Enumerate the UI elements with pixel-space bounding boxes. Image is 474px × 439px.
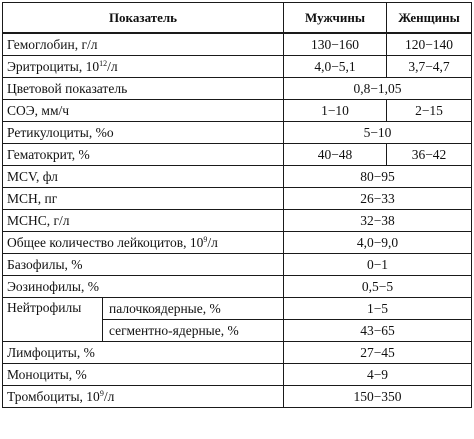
value-common: 27−45 — [284, 342, 472, 364]
table-header-row — [3, 3, 472, 34]
row-label: Моноциты, % — [3, 364, 284, 386]
value-men: 40−48 — [284, 144, 387, 166]
label-text: Тромбоциты, 10 — [7, 388, 100, 404]
table-row — [3, 33, 472, 56]
table-row — [3, 232, 472, 254]
sub-row-label: палочкоядерные, % — [103, 298, 284, 320]
value-common: 32−38 — [284, 210, 472, 232]
table-row — [3, 210, 472, 232]
table-row — [3, 144, 472, 166]
row-label: Гематокрит, % — [3, 144, 284, 166]
value-common: 43−65 — [284, 320, 472, 342]
row-label — [3, 56, 284, 78]
table-row — [3, 254, 472, 276]
row-label: Цветовой показатель — [3, 78, 284, 100]
reference-values-table — [2, 2, 472, 408]
value-men: 130−160 — [284, 33, 387, 56]
row-label: Эозинофилы, % — [3, 276, 284, 298]
table-row — [3, 122, 472, 144]
label-unit: /л — [107, 58, 118, 74]
row-label: Гемоглобин, г/л — [3, 33, 284, 56]
table-row — [3, 386, 472, 408]
value-common: 0,5−5 — [284, 276, 472, 298]
label-unit: /л — [207, 234, 218, 250]
table-row — [3, 298, 472, 320]
value-common: 4−9 — [284, 364, 472, 386]
value-common: 0,8−1,05 — [284, 78, 472, 100]
value-men: 1−10 — [284, 100, 387, 122]
table-row — [3, 100, 472, 122]
row-label: MCV, фл — [3, 166, 284, 188]
row-label: Ретикулоциты, %о — [3, 122, 284, 144]
row-label: МСН, пг — [3, 188, 284, 210]
row-label: СОЭ, мм/ч — [3, 100, 284, 122]
row-label: МСНС, г/л — [3, 210, 284, 232]
value-common: 80−95 — [284, 166, 472, 188]
group-label-neutrophils: Нейтрофилы — [3, 298, 103, 342]
table-row — [3, 188, 472, 210]
value-common: 150−350 — [284, 386, 472, 408]
value-men: 4,0−5,1 — [284, 56, 387, 78]
label-exponent: 12 — [99, 58, 108, 68]
table-row — [3, 78, 472, 100]
value-women: 3,7−4,7 — [387, 56, 472, 78]
table-row — [3, 276, 472, 298]
value-common: 1−5 — [284, 298, 472, 320]
value-common: 5−10 — [284, 122, 472, 144]
value-common: 4,0−9,0 — [284, 232, 472, 254]
row-label — [3, 232, 284, 254]
label-exponent: 9 — [203, 234, 208, 244]
table-row — [3, 166, 472, 188]
row-label: Базофилы, % — [3, 254, 284, 276]
label-text: Эритроциты, 10 — [7, 58, 100, 74]
header-indicator: Показатель — [3, 3, 284, 34]
value-common: 26−33 — [284, 188, 472, 210]
table-row — [3, 342, 472, 364]
row-label: Лимфоциты, % — [3, 342, 284, 364]
table-row — [3, 56, 472, 78]
header-women: Женщины — [387, 3, 472, 34]
header-men: Мужчины — [284, 3, 387, 34]
label-exponent: 9 — [99, 388, 104, 398]
label-text: Общее количество лейкоцитов, 10 — [7, 234, 204, 250]
sub-row-label: сегментно-ядерные, % — [103, 320, 284, 342]
value-women: 120−140 — [387, 33, 472, 56]
table-row — [3, 364, 472, 386]
value-women: 36−42 — [387, 144, 472, 166]
value-common: 0−1 — [284, 254, 472, 276]
value-women: 2−15 — [387, 100, 472, 122]
row-label — [3, 386, 284, 408]
label-unit: /л — [103, 388, 115, 404]
